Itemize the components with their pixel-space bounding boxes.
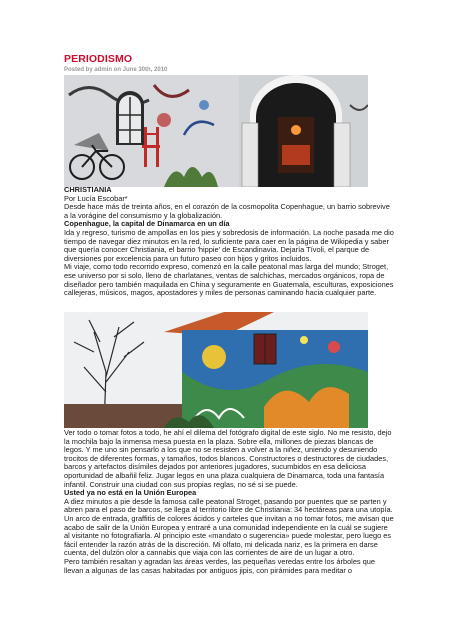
article-heading: CHRISTIANIA [64,185,112,194]
intro-paragraph: Desde hace más de treinta años, en el corazón de la cosmopolita Copenhague, un barrio sobrevive a la vorágine del consumismo y la globalización. [64,202,390,220]
paragraph: Ver todo o tomar fotos a todo, he ahí el dilema del fotógrafo digital de este siglo. No me resisto, dejo la mochila bajo la inmensa mesa puesta en la plaza. Sobre ella, millones de piezas blancas de legos. Y me uno sin pensarlo a los que no se resisten a volver a la niñez, uniendo y desuniendo trocitos de diferentes formas, y tamaños, todos blancos. Constructores o destructores de ciudades, barcos y artefactos disímiles dejados por anteriores jugadores, sucumbidos en esa deliciosa oportunidad de albañil feliz. Jugar legos en una plaza cualquiera de Dinamarca, toda una fantasía infantil. Construir una ciudad con sus propias reglas, no sé si se puede. [64,428,392,489]
page-title: PERIODISMO [64,53,133,65]
author-line: Por Lucía Escobar* [64,193,128,203]
section-subheading: Usted ya no está en la Unión Europea [64,488,197,498]
photo-graffiti-doorway [64,75,368,187]
article-section-2 [64,429,394,575]
article-section-1 [64,186,394,298]
paragraph: A diez minutos a pie desde la famosa calle peatonal Stroget, pasando por puentes que se parten y abren para el paso de barcos, se llega al territorio libre de Christiania: 34 hectáreas para una utopía. Un arco de entrada, graffitis de colores ácidos y carteles que invitan a no tomar fotos, me avisan que acabo de salir de la Unión Europea y entraré a una comunidad independiente en la cuál se sugiere al visitante no fotografiarla. Al principio este «mandato o sugerencia» puede molestar, pero luego es fácil entender la razón atrás de la discreción. Mi olfato, mi delicada nariz, es la primera en darse cuenta, del dulzón olor a cannabis que viaja con las corrientes de aire de un lugar a otro. [64,496,394,558]
post-meta: Posted by admin on June 30th, 2010 [64,67,168,73]
paragraph: Mi viaje, como todo recorrido expreso, comenzó en la calle peatonal mas larga del mundo; Stroget, ese universo por si solo, lleno de charlatanes, ventas de salchichas, mercados orgánicos, ropa de diseñador pero también maquilada en China y seguramente en Guatemala, esculturas, exposiciones callejeras, músicos, magos, apostadores y miles de personas caminando hacia cualquier parte. [64,262,394,298]
photo-mural-house [64,312,368,428]
paragraph: Pero también resaltan y agradan las áreas verdes, las pequeñas veredas entre los árboles que llevan a algunas de las casas habitadas por antiguos jipis, con pirámides para meditar o [64,556,376,575]
section-subheading: Copenhague, la capital de Dinamarca en un día [64,219,230,229]
paragraph: Ida y regreso, turismo de ampollas en los pies y sobredosis de información. La noche pasada me dio tiempo de navegar diez minutos en la red, lo suficiente para caer en la página de Wikipedia y saber que quería conocer Christiania, el barrio 'hippie' de Escandinavia. Dejaría Tívoli, el parque de diversiones por excelencia para un futuro paseo con hijos y gritos incluidos. [64,227,394,263]
